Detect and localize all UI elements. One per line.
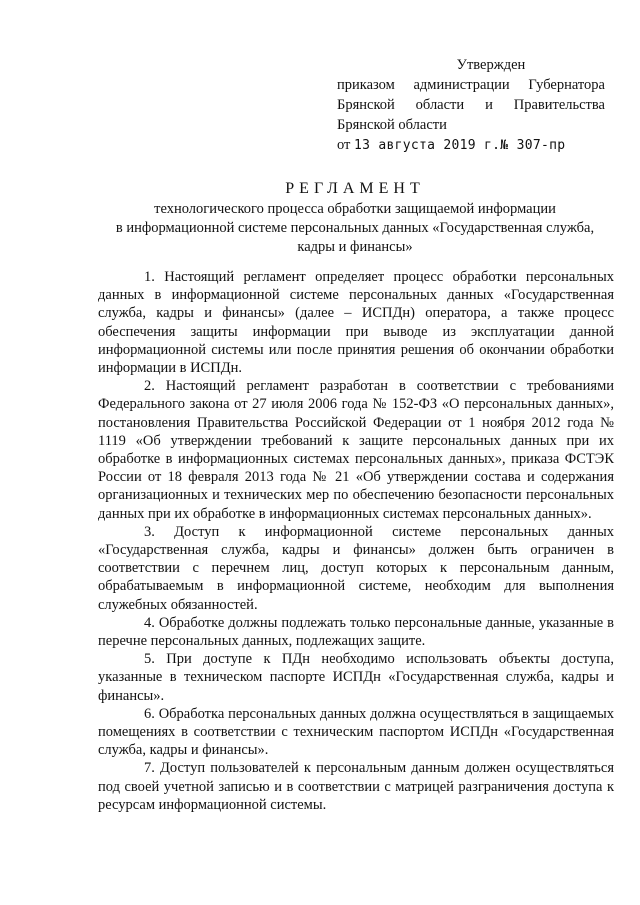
- paragraph-2: 2. Настоящий регламент разработан в соответствии с требованиями Федерального закона от 27 июля 2006 года № 152-ФЗ «О персональных данных», постановления Правительства Российской Федерации от 1 ноября 2012 года № 1119 «Об утверждении требований к защите персональных данных при их обработке в информационных системах персональных данных», приказа ФСТЭК России от 18 февраля 2013 года № 21 «Об утверждении состава и содержания организационных и технических мер по обеспечению безопасности персональных данных при их обработке в информационных системах персональных данных».: [98, 378, 614, 522]
- paragraph-3: 3. Доступ к информационной системе персональных данных «Государственная служба, кадры и финансы» должен быть ограничен в соответствии с перечнем лиц, доступ которых к персональным данным, обрабатываемым в информационной системе, необходим для выполнения служебных обязанностей.: [98, 523, 614, 613]
- approval-title: Утвержден: [456, 57, 526, 73]
- approval-line: Брянской области: [337, 117, 447, 133]
- approval-date-value: 13 августа 2019 г.№ 307-пр: [354, 138, 566, 153]
- document-body: [98, 268, 614, 814]
- approval-block: [337, 55, 605, 156]
- paragraph-5: 5. При доступе к ПДн необходимо использовать объекты доступа, указанные в техническом паспорте ИСПДн «Государственная служба, кадры и финансы».: [98, 651, 614, 704]
- approval-date-prefix: от: [337, 137, 351, 153]
- paragraph-7: 7. Доступ пользователей к персональным данным должен осуществляться под своей учетной записью и в соответствии с матрицей разграничения доступа к ресурсам информационной системы.: [98, 760, 614, 813]
- document-heading: [90, 178, 620, 257]
- document-subtitle-line: технологического процесса обработки защищаемой информации: [154, 201, 556, 217]
- paragraph-4: 4. Обработке должны подлежать только персональные данные, указанные в перечне персональных данных, подлежащих защите.: [98, 614, 614, 650]
- paragraph-6: 6. Обработка персональных данных должна осуществляться в защищаемых помещениях в соответствии с техническим паспортом ИСПДн «Государственная служба, кадры и финансы».: [98, 705, 614, 759]
- paragraph-1: 1. Настоящий регламент определяет процесс обработки персональных данных в информационной системе персональных данных «Государственная служба, кадры и финансы» (далее – ИСПДн) оператора, а также процесс обеспечения защиты информации при выводе из эксплуатации данной информационной системы или после принятия решения об окончании обработки информации в ИСПДн.: [98, 269, 614, 377]
- approval-date: [337, 135, 605, 156]
- document-subtitle-line: в информационной системе персональных данных «Государственная служба,: [115, 220, 595, 236]
- document-subtitle-line: кадры и финансы»: [297, 239, 413, 255]
- document-title: РЕГЛАМЕНТ: [285, 180, 425, 197]
- approval-line: приказом администрации Губернатора: [337, 77, 605, 93]
- approval-line: Брянской области и Правительства: [337, 97, 605, 113]
